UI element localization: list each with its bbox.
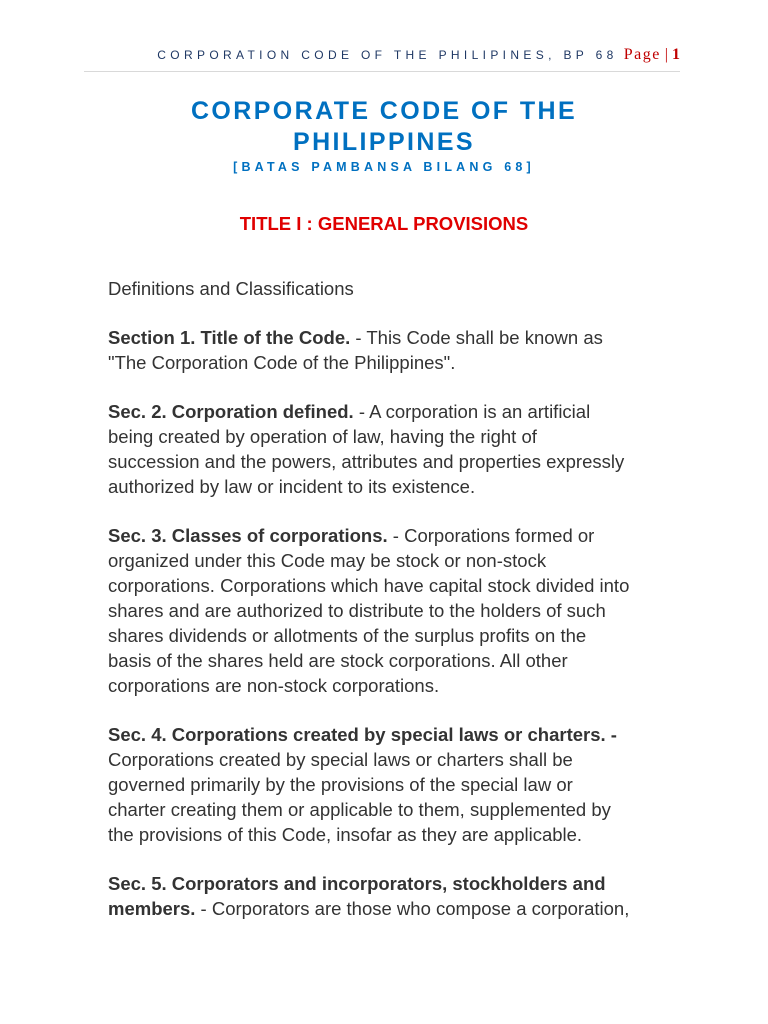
running-title: CORPORATION CODE OF THE PHILIPINES, BP 68 [157, 48, 618, 62]
section-4-line: the provisions of this Code, insofar as they are applicable. [108, 824, 583, 845]
page-label: Page [623, 46, 661, 63]
section-3-line: organized under this Code may be stock or non-stock [108, 550, 547, 571]
section-2 [108, 399, 688, 499]
section-3-heading: Sec. 3. Classes of corporations. [108, 525, 388, 546]
section-4-line: charter creating them or applicable to them, supplemented by [108, 799, 611, 820]
document-subtitle: [BATAS PAMBANSA BILANG 68] [233, 160, 535, 174]
section-2-line: being created by operation of law, having the right of [108, 426, 537, 447]
section-1-line: "The Corporation Code of the Philippines". [108, 352, 456, 373]
page-separator: | [664, 46, 668, 63]
document-title [84, 96, 684, 158]
section-4-line: governed primarily by the provisions of the special law or [108, 774, 573, 795]
section-3-line: shares dividends or allotments of the surplus profits on the [108, 625, 587, 646]
section-5 [108, 871, 688, 921]
section-3-line: corporations are non-stock corporations. [108, 675, 440, 696]
section-2-line: - A corporation is an artificial [353, 401, 591, 422]
section-3-line: shares and are authorized to distribute to the holders of such [108, 600, 606, 621]
section-2-heading: Sec. 2. Corporation defined. [108, 401, 354, 422]
section-3-line: corporations. Corporations which have capital stock divided into [108, 575, 630, 596]
section-3-line: - Corporations formed or [387, 525, 595, 546]
section-1-line: - This Code shall be known as [350, 327, 603, 348]
section-3-line: basis of the shares held are stock corporations. All other [108, 650, 568, 671]
section-1-heading: Section 1. Title of the Code. [108, 327, 351, 348]
section-2-line: authorized by law or incident to its existence. [108, 476, 476, 497]
section-4-line: Corporations created by special laws or charters shall be [108, 749, 573, 770]
intro-paragraph: Definitions and Classifications [108, 278, 354, 299]
header-divider [84, 71, 680, 72]
section-3 [108, 523, 688, 698]
section-2-line: succession and the powers, attributes and properties expressly [108, 451, 625, 472]
section-5-heading-line-2: members. [108, 898, 196, 919]
section-4 [108, 722, 688, 847]
page-number: 1 [672, 46, 680, 63]
section-5-heading-line-1: Sec. 5. Corporators and incorporators, stockholders and [108, 873, 606, 894]
section-1 [108, 325, 688, 375]
title-heading: TITLE I : GENERAL PROVISIONS [239, 213, 529, 234]
section-5-line: - Corporators are those who compose a corporation, [195, 898, 630, 919]
document-title-line-1: CORPORATE CODE OF THE [190, 97, 578, 125]
running-header [0, 46, 680, 64]
document-title-line-2: PHILIPPINES [293, 128, 475, 156]
section-4-heading: Sec. 4. Corporations created by special laws or charters. - [108, 724, 617, 745]
document-body [108, 276, 688, 945]
